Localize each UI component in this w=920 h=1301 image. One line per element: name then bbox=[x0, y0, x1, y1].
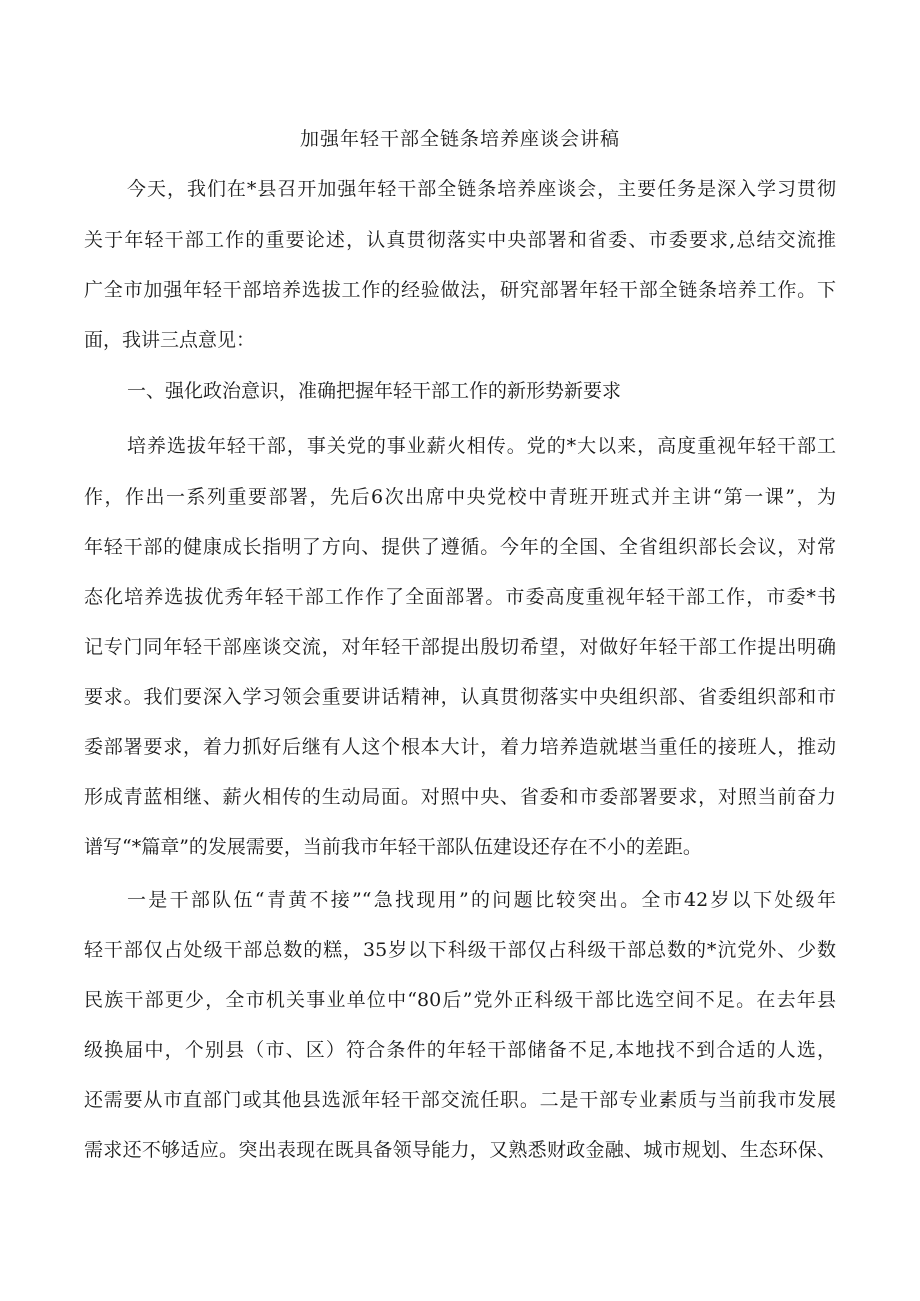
paragraph-line: 作，作出一系列重要部署，先后6次出席中央党校中青班开班式并主讲“第一课”，为 bbox=[84, 486, 836, 508]
document-title: 加强年轻干部全链条培养座谈会讲稿 bbox=[299, 128, 620, 150]
paragraph-line: 广全市加强年轻干部培养选拔工作的经验做法，研究部署年轻干部全链条培养工作。下 bbox=[84, 279, 836, 301]
paragraph-line: 级换届中，个别县（市、区）符合条件的年轻干部储备不足,本地找不到合适的人选， bbox=[84, 1039, 836, 1061]
paragraph-line: 谱写“*篇章”的发展需要，当前我市年轻干部队伍建设还存在不小的差距。 bbox=[84, 836, 702, 858]
paragraph-line: 关于年轻干部工作的重要论述，认真贯彻落实中央部署和省委、市委要求,总结交流推 bbox=[84, 229, 836, 251]
paragraph-line: 年轻干部的健康成长指明了方向、提供了遵循。今年的全国、全省组织部长会议，对常 bbox=[84, 536, 836, 558]
paragraph-line: 一是干部队伍“青黄不接”“急找现用”的问题比较突出。全市42岁以下处级年 bbox=[127, 889, 836, 911]
paragraph-line: 轻干部仅占处级干部总数的糕，35岁以下科级干部仅占科级干部总数的*沆党外、少数 bbox=[84, 939, 836, 961]
paragraph-line: 民族干部更少，全市机关事业单位中“80后”党外正科级干部比选空间不足。在去年县 bbox=[84, 989, 836, 1011]
paragraph-line: 形成青蓝相继、薪火相传的生动局面。对照中央、省委和市委部署要求，对照当前奋力 bbox=[84, 786, 836, 808]
paragraph-line: 面，我讲三点意见： bbox=[84, 329, 256, 351]
paragraph-line: 还需要从市直部门或其他县选派年轻干部交流任职。二是干部专业素质与当前我市发展 bbox=[84, 1089, 836, 1111]
paragraph-line: 记专门同年轻干部座谈交流，对年轻干部提出殷切希望，对做好年轻干部工作提出明确 bbox=[84, 636, 836, 658]
paragraph-line: 态化培养选拔优秀年轻干部工作作了全面部署。市委高度重视年轻干部工作，市委*书 bbox=[84, 586, 836, 608]
paragraph-line: 今天，我们在*县召开加强年轻干部全链条培养座谈会，主要任务是深入学习贯彻 bbox=[127, 178, 836, 200]
paragraph-line: 培养选拔年轻干部，事关党的事业薪火相传。党的*大以来，高度重视年轻干部工 bbox=[127, 435, 836, 457]
paragraph-line: 要求。我们要深入学习领会重要讲话精神，认真贯彻落实中央组织部、省委组织部和市 bbox=[84, 686, 836, 708]
paragraph-line: 委部署要求，着力抓好后继有人这个根本大计，着力培养造就堪当重任的接班人，推动 bbox=[84, 736, 836, 758]
section-heading: 一、强化政治意识，准确把握年轻干部工作的新形势新要求 bbox=[127, 380, 622, 402]
paragraph-line: 需求还不够适应。突出表现在既具备领导能力，又熟悉财政金融、城市规划、生态环保、 bbox=[84, 1139, 836, 1161]
